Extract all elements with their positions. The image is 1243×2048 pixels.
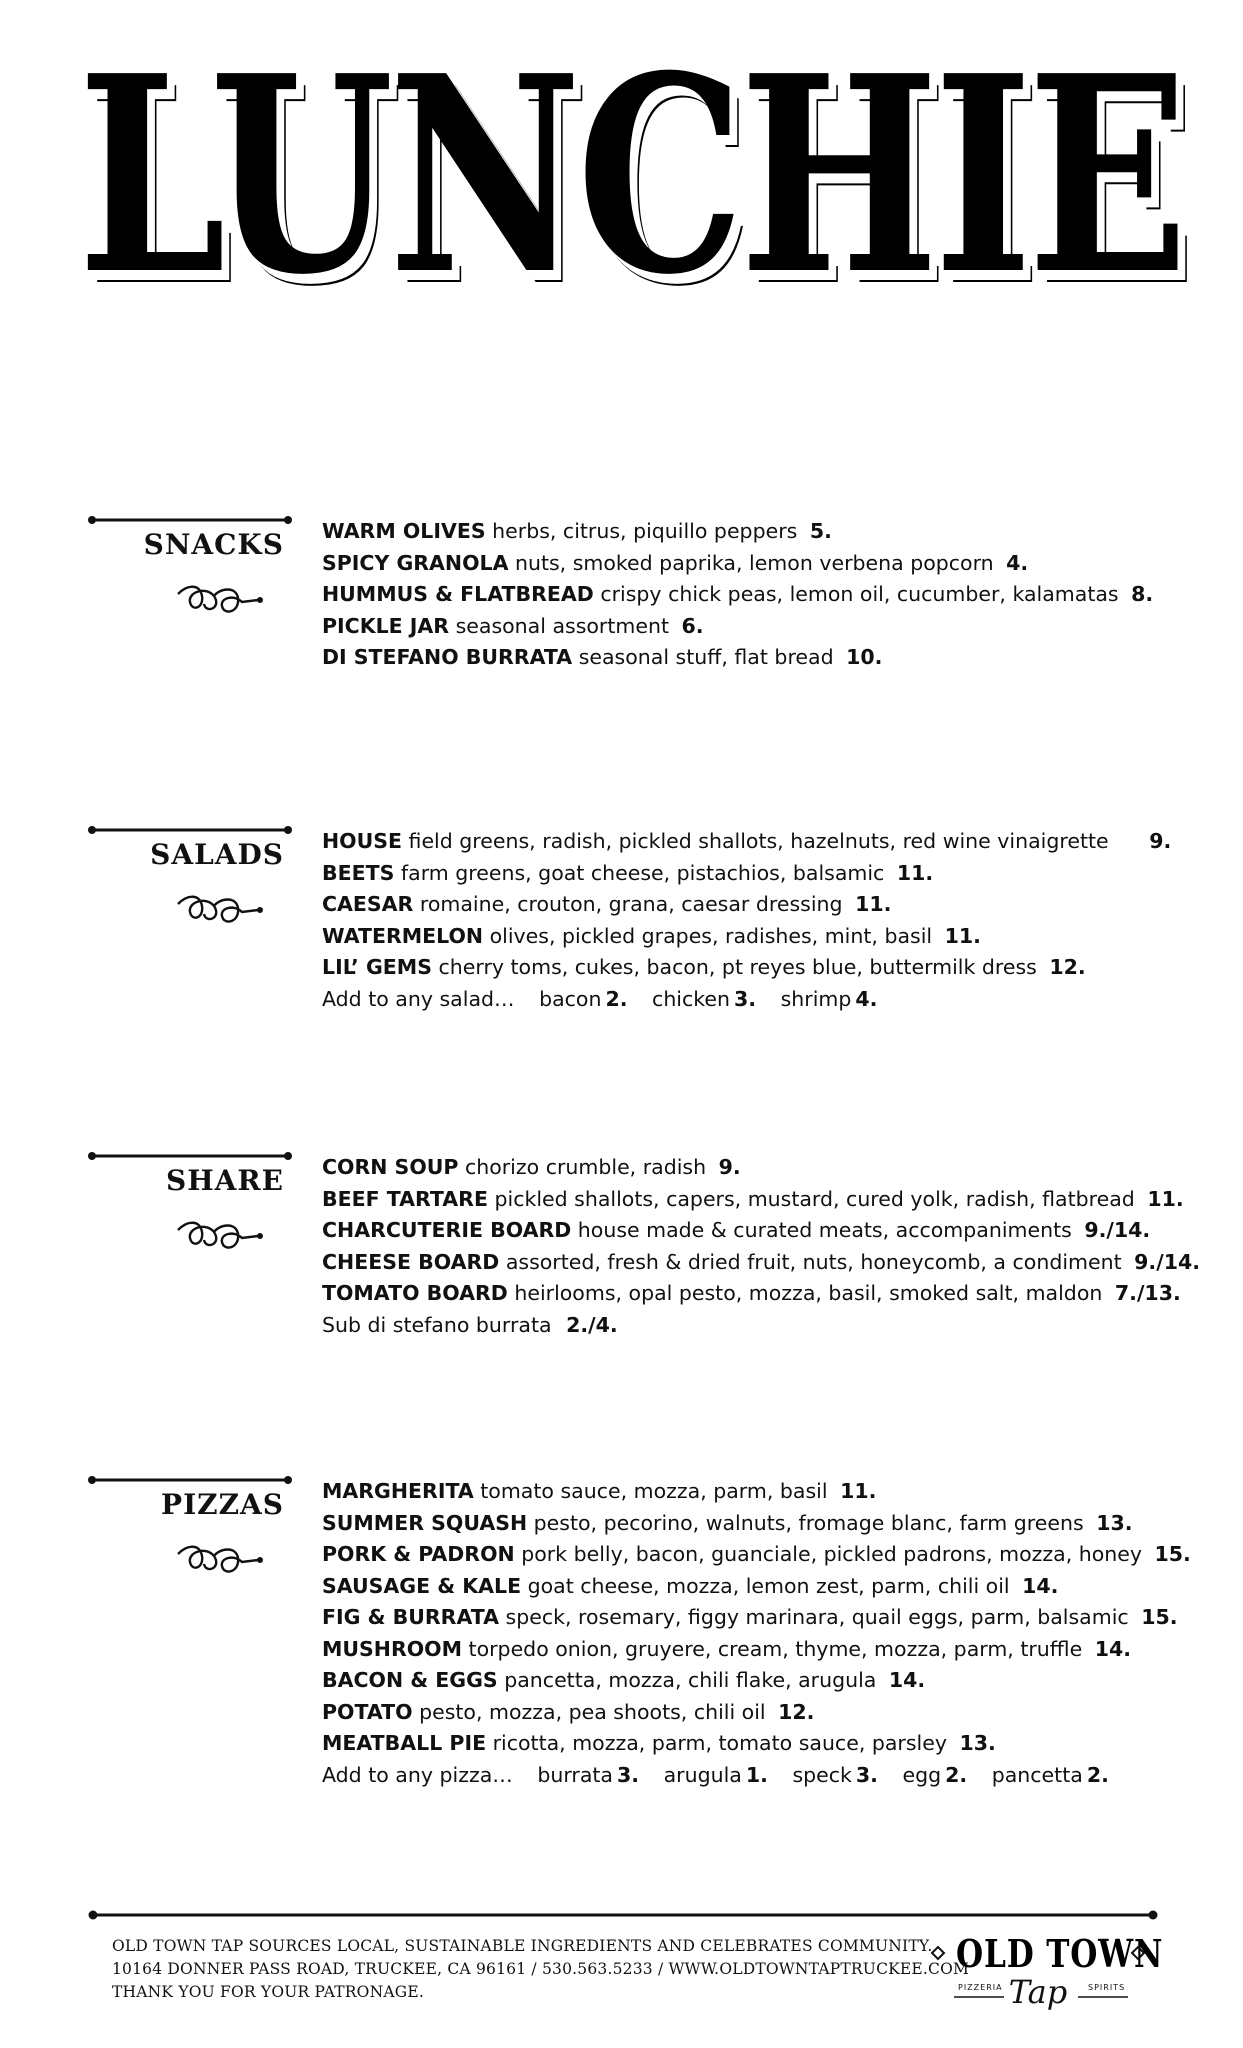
item-description: romaine, crouton, grana, caesar dressing <box>419 892 843 916</box>
old-town-tap-logo <box>928 1925 1164 2015</box>
item-name: TOMATO BOARD <box>322 1281 508 1305</box>
item-name: SUMMER SQUASH <box>322 1510 528 1535</box>
item-description: pickled shallots, capers, mustard, cured yolk, radish, flatbread <box>494 1186 1135 1211</box>
item-list <box>322 1476 1202 1791</box>
section-badge <box>88 1152 292 1262</box>
addon-option <box>792 1763 878 1787</box>
item-price: 9./14. <box>1134 1249 1201 1274</box>
item-description: pesto, mozza, pea shoots, chili oil <box>419 1699 766 1724</box>
item-name: CORN SOUP <box>322 1155 459 1179</box>
addon-option <box>562 1313 618 1337</box>
footer-thanks: THANK YOU FOR YOUR PATRONAGE. <box>112 1983 424 2001</box>
menu-item <box>322 889 1202 921</box>
item-price: 12. <box>1049 955 1086 979</box>
item-price: 4. <box>1006 550 1029 575</box>
logo-pizzeria: PIZZERIA <box>958 1983 1003 1992</box>
logo-script: Tap <box>1008 1973 1068 2011</box>
menu-item <box>322 1539 1202 1571</box>
addon-option-price: 4. <box>855 986 878 1011</box>
menu-item <box>322 1215 1202 1247</box>
addon-option-name: pancetta <box>991 1762 1083 1787</box>
item-price: 14. <box>888 1668 926 1692</box>
item-name: FIG & BURRATA <box>322 1605 499 1629</box>
item-description: house made & curated meats, accompaniments <box>577 1218 1072 1242</box>
item-description: goat cheese, mozza, lemon zest, parm, chili oil <box>527 1573 1010 1598</box>
logo-wordmark: OLD TOWN <box>956 1931 1164 1976</box>
menu-item <box>322 1634 1202 1666</box>
item-price: 5. <box>809 519 832 543</box>
item-description: pork belly, bacon, guanciale, pickled padrons, mozza, honey <box>521 1542 1142 1566</box>
addon-lead: Add to any salad… <box>322 986 515 1011</box>
logo-spirits: SPIRITS <box>1088 1983 1126 1992</box>
item-name: SAUSAGE & KALE <box>322 1573 522 1598</box>
item-description: assorted, fresh & dried fruit, nuts, honeycomb, a condiment <box>505 1249 1122 1274</box>
addon-option-name: shrimp <box>780 986 852 1011</box>
item-description: torpedo onion, gruyere, cream, thyme, mozza, parm, truffle <box>468 1636 1083 1661</box>
addon-option-price: 2. <box>605 986 628 1011</box>
menu-item <box>322 642 1202 674</box>
addon-option <box>902 1763 967 1787</box>
item-name: MARGHERITA <box>322 1479 474 1503</box>
item-price: 14. <box>1022 1573 1059 1598</box>
item-price: 14. <box>1094 1636 1132 1661</box>
menu-item <box>322 858 1202 890</box>
addon-line <box>322 1760 1202 1792</box>
section-badge <box>88 1476 292 1586</box>
addon-option-name: bacon <box>539 986 602 1011</box>
menu-item <box>322 579 1202 611</box>
item-description: olives, pickled grapes, radishes, mint, basil <box>489 923 933 948</box>
item-price: 6. <box>681 613 704 638</box>
item-description: seasonal stuff, flat bread <box>578 645 834 669</box>
item-name: BEEF TARTARE <box>322 1186 488 1211</box>
item-description: speck, rosemary, figgy marinara, quail eggs, parm, balsamic <box>505 1605 1129 1629</box>
item-list <box>322 516 1202 674</box>
item-price: 7./13. <box>1114 1281 1181 1305</box>
section-label: SNACKS <box>143 528 284 561</box>
menu-item <box>322 1184 1202 1216</box>
addon-option-name: burrata <box>537 1762 613 1787</box>
item-list <box>322 826 1202 1015</box>
item-price: 15. <box>1154 1542 1191 1566</box>
addon-option-price: 2. <box>945 1762 968 1787</box>
item-name: HUMMUS & FLATBREAD <box>322 582 594 606</box>
item-description: ricotta, mozza, parm, tomato sauce, parsley <box>492 1731 947 1755</box>
addon-option-price: 2. <box>1086 1762 1109 1787</box>
item-list <box>322 1152 1202 1341</box>
addon-option <box>537 1763 639 1787</box>
menu-item <box>322 1602 1202 1634</box>
addon-lead: Sub di stefano burrata <box>322 1312 552 1337</box>
menu-item <box>322 1476 1202 1508</box>
item-description: herbs, citrus, piquillo peppers <box>492 519 798 543</box>
item-price: 11. <box>840 1479 877 1503</box>
menu-item <box>322 1247 1202 1279</box>
item-price: 8. <box>1131 582 1154 606</box>
addon-option <box>652 987 756 1011</box>
menu-item <box>322 1697 1202 1729</box>
addon-option <box>992 1763 1109 1787</box>
item-description: chorizo crumble, radish <box>464 1155 707 1179</box>
item-description: pancetta, mozza, chili flake, arugula <box>504 1668 877 1692</box>
item-price: 11. <box>1147 1186 1184 1211</box>
addon-option <box>539 987 627 1011</box>
item-name: PICKLE JAR <box>322 613 450 638</box>
item-price: 11. <box>944 923 981 948</box>
menu-item <box>322 1508 1202 1540</box>
item-price: 15. <box>1141 1605 1178 1629</box>
addon-line <box>322 1310 1202 1342</box>
addon-option-price: 2./4. <box>566 1312 618 1337</box>
item-name: MEATBALL PIE <box>322 1731 487 1755</box>
menu-item <box>322 611 1202 643</box>
item-name: POTATO <box>322 1699 413 1724</box>
item-description: pesto, pecorino, walnuts, fromage blanc, farm greens <box>533 1510 1084 1535</box>
footer-divider <box>88 1910 1158 1920</box>
menu-item <box>322 516 1202 548</box>
addon-option <box>781 987 878 1011</box>
addon-option-name: arugula <box>663 1762 742 1787</box>
addon-lead: Add to any pizza… <box>322 1762 513 1787</box>
menu-item <box>322 1152 1202 1184</box>
item-description: crispy chick peas, lemon oil, cucumber, kalamatas <box>600 582 1119 606</box>
item-description: nuts, smoked paprika, lemon verbena popcorn <box>514 550 994 575</box>
addon-option <box>664 1763 768 1787</box>
menu-item <box>322 952 1202 984</box>
item-name: MUSHROOM <box>322 1636 463 1661</box>
item-description: seasonal assortment <box>455 613 669 638</box>
item-name: PORK & PADRON <box>322 1542 515 1566</box>
menu-item <box>322 921 1202 953</box>
item-name: DI STEFANO BURRATA <box>322 645 573 669</box>
addon-option-price: 1. <box>745 1762 768 1787</box>
item-description: tomato sauce, mozza, parm, basil <box>480 1479 828 1503</box>
item-description: heirlooms, opal pesto, mozza, basil, smoked salt, maldon <box>514 1281 1103 1305</box>
item-price: 11. <box>855 892 892 916</box>
item-price: 13. <box>1096 1510 1133 1535</box>
item-price: 10. <box>846 645 883 669</box>
footer-line: OLD TOWN TAP SOURCES LOCAL, SUSTAINABLE INGREDIENTS AND CELEBRATES COMMUNITY. <box>112 1937 933 1955</box>
addon-option-name: chicken <box>652 986 731 1011</box>
item-name: BEETS <box>322 860 395 885</box>
addon-option-price: 3. <box>855 1762 878 1787</box>
item-name: HOUSE <box>322 829 402 853</box>
section-badge <box>88 516 292 626</box>
addon-option-price: 3. <box>734 986 757 1011</box>
item-price: 9./14. <box>1084 1218 1151 1242</box>
addon-line <box>322 984 1202 1016</box>
item-price: 9. <box>718 1155 741 1179</box>
item-price: 11. <box>896 860 934 885</box>
addon-option-name: speck <box>792 1762 852 1787</box>
item-description: field greens, radish, pickled shallots, hazelnuts, red wine vinaigrette <box>408 829 1109 853</box>
menu-item <box>322 826 1202 858</box>
footer-address: 10164 DONNER PASS ROAD, TRUCKEE, CA 96161 / 530.563.5233 / WWW.OLDTOWNTAPTRUCKEE.COM <box>112 1960 970 1978</box>
item-name: WARM OLIVES <box>322 519 486 543</box>
item-name: WATERMELON <box>322 923 484 948</box>
item-price: 12. <box>778 1699 815 1724</box>
section-label: SHARE <box>165 1164 284 1197</box>
menu-item <box>322 1665 1202 1697</box>
item-description: farm greens, goat cheese, pistachios, balsamic <box>400 860 885 885</box>
footer-info <box>112 1935 970 2004</box>
item-name: BACON & EGGS <box>322 1668 498 1692</box>
item-name: CHARCUTERIE BOARD <box>322 1218 572 1242</box>
addon-option-price: 3. <box>617 1762 640 1787</box>
item-description: cherry toms, cukes, bacon, pt reyes blue, buttermilk dress <box>438 955 1037 979</box>
item-name: LIL’ GEMS <box>322 955 432 979</box>
menu-item <box>322 1728 1202 1760</box>
item-price: 13. <box>959 1731 996 1755</box>
item-name: CAESAR <box>322 892 414 916</box>
item-name: CHEESE BOARD <box>322 1249 500 1274</box>
menu-title: LUNCHIE <box>78 16 1184 334</box>
menu-item <box>322 548 1202 580</box>
section-label: SALADS <box>150 838 284 871</box>
item-name: SPICY GRANOLA <box>322 550 509 575</box>
addon-option-name: egg <box>902 1762 942 1787</box>
section-label: PIZZAS <box>161 1488 284 1521</box>
menu-item <box>322 1571 1202 1603</box>
section-badge <box>88 826 292 936</box>
item-price: 9. <box>1149 829 1172 853</box>
menu-item <box>322 1278 1202 1310</box>
